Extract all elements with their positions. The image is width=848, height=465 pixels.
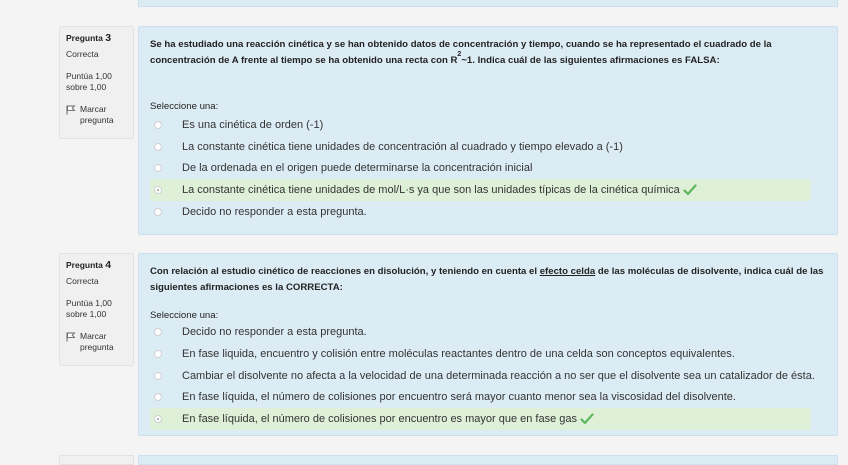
answer-label: La constante cinética tiene unidades de mol/L·s ya que son las unidades típicas de la cinética química xyxy=(182,184,697,196)
question-text: Con relación al estudio cinético de reacciones en disolución, y teniendo en cuenta el efecto celda de las moléculas de disolvente, indica cuál de las siguientes afirmaciones es la CORRECTA: xyxy=(150,266,824,293)
answer-radio[interactable] xyxy=(154,350,162,358)
question-number: 3 xyxy=(105,32,112,44)
question-state: Correcta xyxy=(66,48,99,59)
question-number: 4 xyxy=(105,259,112,271)
answer-radio[interactable] xyxy=(154,143,162,151)
answer-prompt: Seleccione una: xyxy=(150,101,219,112)
question-grade: Puntúa 1,00 sobre 1,00 xyxy=(66,297,112,319)
answer-radio[interactable] xyxy=(154,372,162,380)
answer-label: Cambiar el disolvente no afecta a la velocidad de una determinada reacción a no ser que el disolvente sea un catalizador de ésta. xyxy=(182,370,815,382)
answer-radio[interactable] xyxy=(154,208,162,216)
question-info-3 xyxy=(59,26,134,139)
previous-question-content-edge xyxy=(138,0,838,7)
answer-label: En fase líquida, el número de colisiones por encuentro será mayor cuanto menor sea la viscosidad del disolvente. xyxy=(182,391,736,403)
answer-radio[interactable] xyxy=(154,393,162,401)
answer-option-correct[interactable] xyxy=(150,179,811,201)
answer-label: De la ordenada en el origen puede determinarse la concentración inicial xyxy=(182,162,533,174)
answer-label: Decido no responder a esta pregunta. xyxy=(182,326,367,338)
underlined-term: efecto celda xyxy=(539,266,596,277)
answer-label: Decido no responder a esta pregunta. xyxy=(182,206,367,218)
answer-radio-selected[interactable] xyxy=(154,186,162,194)
answer-radio[interactable] xyxy=(154,164,162,172)
answer-radio[interactable] xyxy=(154,328,162,336)
answer-radio-selected[interactable] xyxy=(154,415,162,423)
flag-icon xyxy=(66,105,76,115)
answer-radio[interactable] xyxy=(154,121,162,129)
next-question-info-edge xyxy=(59,455,134,465)
answer-option-correct[interactable] xyxy=(150,408,811,430)
question-title xyxy=(66,32,127,46)
question-title xyxy=(66,259,127,273)
flag-icon xyxy=(66,332,76,342)
question-content-3 xyxy=(138,26,838,235)
answer-prompt: Seleccione una: xyxy=(150,310,219,321)
check-icon xyxy=(580,413,594,425)
answer-label: Es una cinética de orden (-1) xyxy=(182,119,324,131)
question-state: Correcta xyxy=(66,275,99,286)
flag-question-label: Marcar pregunta xyxy=(80,330,114,352)
answer-label: La constante cinética tiene unidades de concentración al cuadrado y tiempo elevado a (-1) xyxy=(182,141,623,153)
answer-option[interactable] xyxy=(150,343,811,365)
question-label: Pregunta xyxy=(66,33,103,43)
question-grade: Puntúa 1,00 sobre 1,00 xyxy=(66,70,112,92)
answer-option[interactable] xyxy=(150,157,811,179)
answer-option[interactable] xyxy=(150,321,811,343)
answer-label: En fase liquida, encuentro y colisión entre moléculas reactantes dentro de una celda son conceptos equivalentes. xyxy=(182,348,735,360)
answer-label: En fase líquida, el número de colisiones por encuentro es mayor que en fase gas xyxy=(182,413,594,425)
question-content-4 xyxy=(138,253,838,436)
check-icon xyxy=(683,184,697,196)
answer-option[interactable] xyxy=(150,114,811,136)
answer-option[interactable] xyxy=(150,201,811,223)
flag-question-button[interactable] xyxy=(66,331,127,353)
answer-option[interactable] xyxy=(150,365,815,387)
flag-question-label: Marcar pregunta xyxy=(80,103,114,125)
superscript: 2 xyxy=(457,50,462,58)
question-info-4 xyxy=(59,253,134,366)
answer-option[interactable] xyxy=(150,136,811,158)
next-question-content-edge xyxy=(138,455,838,465)
answer-option[interactable] xyxy=(150,386,811,408)
flag-question-button[interactable] xyxy=(66,104,127,126)
question-label: Pregunta xyxy=(66,260,103,270)
question-text: Se ha estudiado una reacción cinética y se han obtenido datos de concentración y tiempo, cuando se ha representado el cuadrado de la concentración de A frente al tiempo se ha obtenido una recta con $R^2\sim 1$. Indica cuál de las siguientes afirmaciones es FALSA: xyxy=(150,39,772,66)
